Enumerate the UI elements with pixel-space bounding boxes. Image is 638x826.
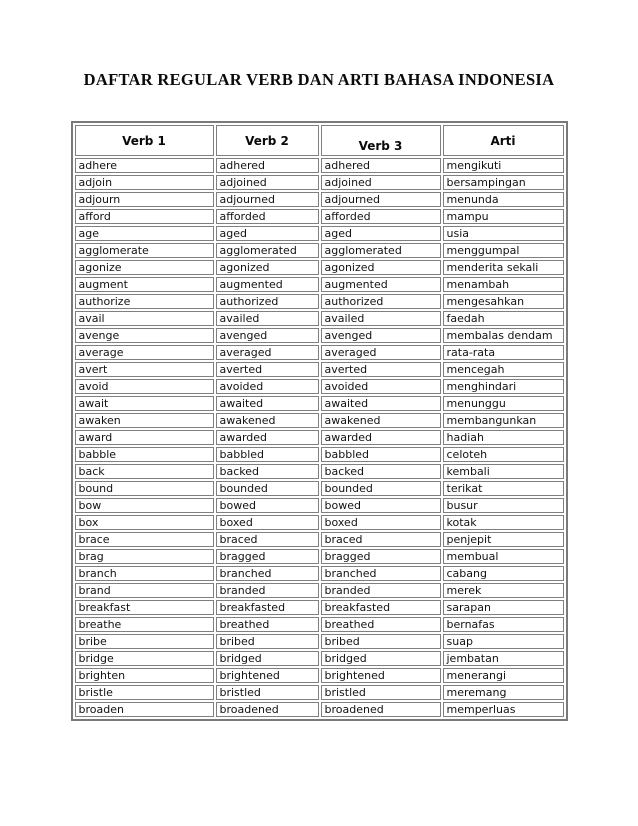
table-row	[75, 209, 564, 224]
table-row	[75, 192, 564, 207]
cell-verb2: bridged	[216, 651, 319, 666]
cell-verb2: babbled	[216, 447, 319, 462]
cell-verb2: averted	[216, 362, 319, 377]
cell-arti: menambah	[443, 277, 564, 292]
cell-verb1: brace	[75, 532, 214, 547]
table-row	[75, 243, 564, 258]
cell-verb3: adhered	[321, 158, 441, 173]
cell-verb3: bowed	[321, 498, 441, 513]
table-row	[75, 379, 564, 394]
cell-arti: hadiah	[443, 430, 564, 445]
cell-verb1: breathe	[75, 617, 214, 632]
column-header-verb2: Verb 2	[216, 125, 319, 156]
cell-verb1: bristle	[75, 685, 214, 700]
table-body	[75, 158, 564, 717]
cell-verb2: boxed	[216, 515, 319, 530]
cell-verb3: aged	[321, 226, 441, 241]
cell-verb2: afforded	[216, 209, 319, 224]
cell-verb3: breathed	[321, 617, 441, 632]
table-row	[75, 515, 564, 530]
table-row	[75, 396, 564, 411]
cell-arti: usia	[443, 226, 564, 241]
cell-arti: rata-rata	[443, 345, 564, 360]
cell-verb3: brightened	[321, 668, 441, 683]
cell-verb2: awarded	[216, 430, 319, 445]
cell-verb3: augmented	[321, 277, 441, 292]
cell-verb1: brag	[75, 549, 214, 564]
cell-verb1: broaden	[75, 702, 214, 717]
cell-arti: membangunkan	[443, 413, 564, 428]
cell-verb1: bridge	[75, 651, 214, 666]
cell-verb3: backed	[321, 464, 441, 479]
cell-arti: menderita sekali	[443, 260, 564, 275]
cell-verb3: agonized	[321, 260, 441, 275]
table-row	[75, 328, 564, 343]
cell-verb2: avoided	[216, 379, 319, 394]
cell-verb1: avoid	[75, 379, 214, 394]
cell-verb2: aged	[216, 226, 319, 241]
cell-arti: penjepit	[443, 532, 564, 547]
cell-arti: menunda	[443, 192, 564, 207]
cell-verb3: avoided	[321, 379, 441, 394]
cell-verb3: averted	[321, 362, 441, 377]
cell-verb1: afford	[75, 209, 214, 224]
cell-arti: mampu	[443, 209, 564, 224]
table-row	[75, 668, 564, 683]
cell-arti: jembatan	[443, 651, 564, 666]
cell-arti: bersampingan	[443, 175, 564, 190]
table-row	[75, 685, 564, 700]
cell-verb3: broadened	[321, 702, 441, 717]
table-row	[75, 634, 564, 649]
cell-verb2: avenged	[216, 328, 319, 343]
cell-arti: menunggu	[443, 396, 564, 411]
cell-verb3: averaged	[321, 345, 441, 360]
cell-verb2: branched	[216, 566, 319, 581]
cell-verb1: adhere	[75, 158, 214, 173]
table-row	[75, 702, 564, 717]
cell-verb3: awaited	[321, 396, 441, 411]
cell-verb2: authorized	[216, 294, 319, 309]
cell-verb1: augment	[75, 277, 214, 292]
cell-verb1: brighten	[75, 668, 214, 683]
table-row	[75, 617, 564, 632]
cell-verb1: avail	[75, 311, 214, 326]
table-row	[75, 175, 564, 190]
cell-verb1: agonize	[75, 260, 214, 275]
cell-verb3: agglomerated	[321, 243, 441, 258]
cell-arti: meremang	[443, 685, 564, 700]
cell-verb3: bounded	[321, 481, 441, 496]
cell-verb1: brand	[75, 583, 214, 598]
table-row	[75, 566, 564, 581]
cell-verb3: afforded	[321, 209, 441, 224]
cell-verb2: adhered	[216, 158, 319, 173]
cell-verb1: breakfast	[75, 600, 214, 615]
cell-arti: menggumpal	[443, 243, 564, 258]
table-row	[75, 549, 564, 564]
cell-verb3: authorized	[321, 294, 441, 309]
cell-arti: sarapan	[443, 600, 564, 615]
cell-arti: mencegah	[443, 362, 564, 377]
cell-verb2: braced	[216, 532, 319, 547]
cell-verb1: awaken	[75, 413, 214, 428]
cell-verb3: bridged	[321, 651, 441, 666]
cell-verb1: bound	[75, 481, 214, 496]
cell-arti: busur	[443, 498, 564, 513]
cell-verb2: averaged	[216, 345, 319, 360]
cell-verb2: awakened	[216, 413, 319, 428]
cell-verb2: bounded	[216, 481, 319, 496]
cell-verb3: adjoined	[321, 175, 441, 190]
table-row	[75, 600, 564, 615]
cell-verb2: brightened	[216, 668, 319, 683]
cell-arti: mengikuti	[443, 158, 564, 173]
cell-verb1: await	[75, 396, 214, 411]
cell-verb3: bristled	[321, 685, 441, 700]
table-row	[75, 447, 564, 462]
table-row	[75, 583, 564, 598]
cell-verb2: availed	[216, 311, 319, 326]
cell-verb1: average	[75, 345, 214, 360]
cell-verb2: bribed	[216, 634, 319, 649]
cell-verb1: award	[75, 430, 214, 445]
cell-verb2: awaited	[216, 396, 319, 411]
table-row	[75, 345, 564, 360]
table-row	[75, 294, 564, 309]
cell-verb2: agglomerated	[216, 243, 319, 258]
table-row	[75, 464, 564, 479]
cell-verb3: branched	[321, 566, 441, 581]
cell-verb1: bow	[75, 498, 214, 513]
cell-verb3: availed	[321, 311, 441, 326]
cell-verb2: broadened	[216, 702, 319, 717]
cell-verb2: branded	[216, 583, 319, 598]
cell-verb3: boxed	[321, 515, 441, 530]
cell-verb3: branded	[321, 583, 441, 598]
cell-verb3: adjourned	[321, 192, 441, 207]
cell-verb1: back	[75, 464, 214, 479]
table-header	[75, 125, 564, 156]
cell-arti: kembali	[443, 464, 564, 479]
table-row	[75, 532, 564, 547]
cell-verb1: agglomerate	[75, 243, 214, 258]
cell-arti: celoteh	[443, 447, 564, 462]
cell-verb3: braced	[321, 532, 441, 547]
table-row	[75, 260, 564, 275]
cell-arti: terikat	[443, 481, 564, 496]
cell-arti: menerangi	[443, 668, 564, 683]
table-row	[75, 277, 564, 292]
cell-verb3: avenged	[321, 328, 441, 343]
cell-verb3: bribed	[321, 634, 441, 649]
cell-arti: bernafas	[443, 617, 564, 632]
cell-verb1: branch	[75, 566, 214, 581]
cell-verb2: breakfasted	[216, 600, 319, 615]
cell-arti: membual	[443, 549, 564, 564]
cell-verb2: breathed	[216, 617, 319, 632]
header-row	[75, 125, 564, 156]
cell-arti: kotak	[443, 515, 564, 530]
cell-arti: cabang	[443, 566, 564, 581]
table-row	[75, 498, 564, 513]
cell-verb2: bristled	[216, 685, 319, 700]
cell-verb3: babbled	[321, 447, 441, 462]
table-row	[75, 158, 564, 173]
cell-arti: mengesahkan	[443, 294, 564, 309]
cell-arti: memperluas	[443, 702, 564, 717]
cell-verb3: awakened	[321, 413, 441, 428]
table-row	[75, 413, 564, 428]
cell-arti: membalas dendam	[443, 328, 564, 343]
verb-table	[71, 121, 568, 721]
cell-verb2: bragged	[216, 549, 319, 564]
cell-verb1: box	[75, 515, 214, 530]
cell-verb2: bowed	[216, 498, 319, 513]
cell-arti: faedah	[443, 311, 564, 326]
cell-verb1: bribe	[75, 634, 214, 649]
cell-verb1: avert	[75, 362, 214, 377]
cell-verb1: avenge	[75, 328, 214, 343]
cell-verb1: age	[75, 226, 214, 241]
table-row	[75, 362, 564, 377]
cell-verb1: adjourn	[75, 192, 214, 207]
cell-verb2: agonized	[216, 260, 319, 275]
cell-verb1: babble	[75, 447, 214, 462]
page-title: DAFTAR REGULAR VERB DAN ARTI BAHASA INDONESIA	[83, 70, 555, 89]
table-row	[75, 481, 564, 496]
cell-arti: merek	[443, 583, 564, 598]
column-header-verb3: Verb 3	[321, 125, 441, 156]
table-row	[75, 651, 564, 666]
column-header-verb1: Verb 1	[75, 125, 214, 156]
cell-verb2: augmented	[216, 277, 319, 292]
cell-arti: suap	[443, 634, 564, 649]
cell-verb1: authorize	[75, 294, 214, 309]
cell-verb3: bragged	[321, 549, 441, 564]
table-row	[75, 311, 564, 326]
cell-verb2: adjoined	[216, 175, 319, 190]
cell-verb2: backed	[216, 464, 319, 479]
cell-verb2: adjourned	[216, 192, 319, 207]
table-row	[75, 430, 564, 445]
cell-verb3: breakfasted	[321, 600, 441, 615]
cell-verb3: awarded	[321, 430, 441, 445]
column-header-arti: Arti	[443, 125, 564, 156]
cell-verb1: adjoin	[75, 175, 214, 190]
table-row	[75, 226, 564, 241]
cell-arti: menghindari	[443, 379, 564, 394]
